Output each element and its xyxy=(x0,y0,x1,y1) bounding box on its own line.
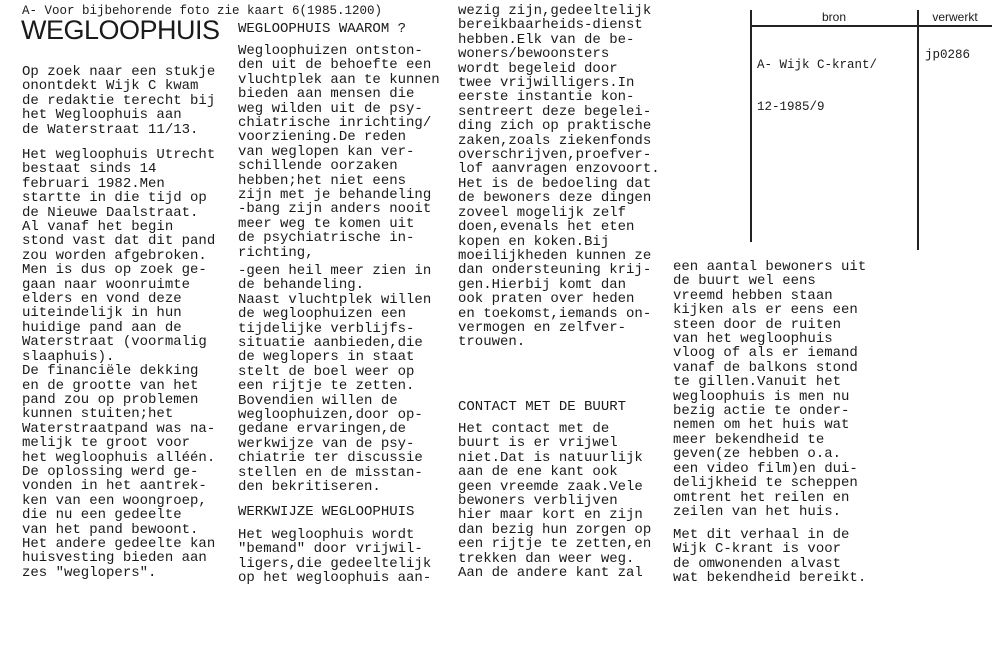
text-line: de psychiatrische in- xyxy=(238,230,415,247)
text-line: gaan naar woonruimte xyxy=(22,276,191,293)
text-line: wegloophuis is men nu xyxy=(673,388,850,405)
text-line: buurt is er vrijwel xyxy=(458,435,618,452)
text-line: vonden in het aantrek- xyxy=(22,478,207,495)
text-line: wegloophuizen,door op- xyxy=(238,407,423,424)
text-line: -bang zijn anders nooit xyxy=(238,201,432,218)
text-line: ligers,die gedeeltelijk xyxy=(238,555,432,572)
text-line: Wijk C-krant is voor xyxy=(673,541,842,558)
text-line: kunnen stuiten;het xyxy=(22,406,174,423)
text-line: zou worden afgebroken. xyxy=(22,247,207,264)
text-line: twee vrijwilligers.In xyxy=(458,75,635,92)
text-line: tijdelijke verblijfs- xyxy=(238,320,415,337)
text-line: op het wegloophuis aan- xyxy=(238,570,432,587)
text-line: richting, xyxy=(238,244,314,261)
text-line: de bewoners deze dingen xyxy=(458,190,652,207)
text-line: Het wegloophuis Utrecht xyxy=(22,147,216,163)
text-line: de wegloophuizen een xyxy=(238,306,407,323)
paragraph xyxy=(458,4,660,350)
text-line: zes "weglopers". xyxy=(22,564,157,581)
text-line: steen door de ruiten xyxy=(673,316,842,333)
text-line: bewoners verblijven xyxy=(458,493,618,510)
text-line: trouwen. xyxy=(458,334,526,351)
text-line: delijkheid te scheppen xyxy=(673,475,858,492)
text-line: hebben;het niet eens xyxy=(238,172,407,189)
text-line: dan ondersteuning krij- xyxy=(458,262,652,279)
paragraph xyxy=(22,148,215,580)
text-line: Al vanaf het begin xyxy=(22,219,174,236)
text-line: van het wegloophuis xyxy=(673,331,833,348)
text-line: den uit de behoefte een xyxy=(238,57,432,74)
text-line: en toekomst,iemands on- xyxy=(458,305,652,322)
text-line: geen vreemde zaak.Vele xyxy=(458,478,643,495)
text-line: zijn met je behandeling xyxy=(238,187,432,204)
text-line: de Waterstraat 11/13. xyxy=(22,121,199,138)
text-line: hebben.Elk van de be- xyxy=(458,31,635,48)
text-line: Op zoek naar een stukje xyxy=(22,64,216,80)
text-line: bereikbaarheids-dienst xyxy=(458,17,643,34)
text-line: sentreert deze begelei- xyxy=(458,103,652,120)
text-line: Waterstraat (voormalig xyxy=(22,334,207,351)
text-line: startte in die tijd op xyxy=(22,190,207,207)
text-line: vloog of als er iemand xyxy=(673,345,858,362)
paragraph xyxy=(238,528,431,586)
text-line: een video film)en dui- xyxy=(673,460,858,477)
paragraph xyxy=(673,528,866,586)
text-line: Naast vluchtplek willen xyxy=(238,291,432,308)
text-line: huisvesting bieden aan xyxy=(22,550,207,567)
text-line: van het pand bewoont. xyxy=(22,521,199,538)
text-line: chiatrische inrichting/ xyxy=(238,115,432,132)
text-line: moeilijkheden kunnen ze xyxy=(458,247,652,264)
paragraph xyxy=(22,65,215,137)
text-line: kijken als er eens een xyxy=(673,302,858,319)
text-line: een rijtje te zetten. xyxy=(238,378,415,395)
text-line: dan bezig hun zorgen op xyxy=(458,521,652,538)
table-divider xyxy=(750,25,992,27)
text-line: wordt begeleid door xyxy=(458,60,618,77)
text-line: geven(ze hebben o.a. xyxy=(673,446,842,463)
text-line: zaken,zoals ziekenfonds xyxy=(458,132,652,149)
text-line: Het andere gedeelte kan xyxy=(22,535,216,552)
text-line: het wegloophuis alléén. xyxy=(22,449,216,466)
text-line: ding zich op praktische xyxy=(458,118,652,135)
text-line: vreemd hebben staan xyxy=(673,287,833,304)
text-line: gen.Hierbij komt dan xyxy=(458,276,627,293)
text-line: Men is dus op zoek ge- xyxy=(22,262,207,279)
text-line: slaaphuis). xyxy=(22,348,115,365)
text-line: de Nieuwe Daalstraat. xyxy=(22,204,199,221)
text-line: te gillen.Vanuit het xyxy=(673,374,842,391)
text-line: uiteindelijk in hun xyxy=(22,305,182,322)
text-line: Wegloophuizen ontston- xyxy=(238,43,423,59)
text-line: schillende oorzaken xyxy=(238,158,398,175)
photo-reference: A- Voor bijbehorende foto zie kaart 6(1985.1200) xyxy=(22,4,383,18)
article-title: WEGLOOPHUIS xyxy=(21,15,220,45)
text-line: stond vast dat dit pand xyxy=(22,233,216,250)
text-line: onontdekt Wijk C kwam xyxy=(22,78,199,95)
text-line: stellen en de misstan- xyxy=(238,464,423,481)
text-line: pand zou op problemen xyxy=(22,391,199,408)
text-line: de redaktie terecht bij xyxy=(22,92,216,109)
paragraph xyxy=(238,264,431,495)
text-line: meer weg te komen uit xyxy=(238,215,415,232)
text-line: Het wegloophuis wordt xyxy=(238,527,415,543)
text-line: de omwonenden alvast xyxy=(673,555,842,572)
bron-line: A- Wijk C-krant/ xyxy=(757,58,878,72)
text-line: van weglopen kan ver- xyxy=(238,143,415,160)
text-line: werkwijze van de psy- xyxy=(238,435,415,452)
text-line: vanaf de balkons stond xyxy=(673,359,858,376)
text-line: Waterstraatpand was na- xyxy=(22,420,216,437)
text-line: Met dit verhaal in de xyxy=(673,527,850,543)
text-line: niet.Dat is natuurlijk xyxy=(458,449,643,466)
text-line: kopen en koken.Bij xyxy=(458,233,610,250)
table-divider xyxy=(917,10,919,250)
text-line: weg wilden uit de psy- xyxy=(238,100,423,117)
paragraph xyxy=(673,260,866,519)
text-line: melijk te groot voor xyxy=(22,435,191,452)
text-line: De financiële dekking xyxy=(22,363,199,380)
verwerkt-cell: jp0286 xyxy=(925,48,971,62)
text-line: het Wegloophuis aan xyxy=(22,107,182,124)
text-line: nemen om het huis wat xyxy=(673,417,850,434)
text-line: huidige pand aan de xyxy=(22,319,182,336)
text-line: Het is de bedoeling dat xyxy=(458,175,652,192)
text-line: wezig zijn,gedeeltelijk xyxy=(458,3,652,19)
bron-cell xyxy=(757,30,877,142)
text-line: bestaat sinds 14 xyxy=(22,161,157,178)
paragraph xyxy=(238,44,440,260)
column-header-bron: bron xyxy=(821,10,847,24)
text-line: gedane ervaringen,de xyxy=(238,421,407,438)
text-line: chiatrie ter discussie xyxy=(238,450,423,467)
text-line: voorziening.De reden xyxy=(238,129,407,146)
text-line: zoveel mogelijk zelf xyxy=(458,204,627,221)
column-header-verwerkt: verwerkt xyxy=(932,10,978,24)
text-line: zeilen van het huis. xyxy=(673,503,842,520)
section-heading: WERKWIJZE WEGLOOPHUIS xyxy=(238,504,415,520)
text-line: die nu een gedeelte xyxy=(22,507,182,524)
text-line: ook praten over heden xyxy=(458,291,635,308)
section-heading: CONTACT MET DE BUURT xyxy=(458,399,627,415)
text-line: meer bekendheid te xyxy=(673,431,825,448)
text-line: situatie aanbieden,die xyxy=(238,335,423,352)
text-line: omtrent het reilen en xyxy=(673,489,850,506)
text-line: vluchtplek aan te kunnen xyxy=(238,71,440,88)
text-line: en de grootte van het xyxy=(22,377,199,394)
paragraph xyxy=(458,422,651,580)
text-line: de behandeling. xyxy=(238,277,365,294)
text-line: trekken dan weer weg. xyxy=(458,550,635,567)
text-line: woners/bewoonsters xyxy=(458,46,610,63)
text-line: den bekritiseren. xyxy=(238,479,381,496)
text-line: Bovendien willen de xyxy=(238,392,398,409)
text-line: eerste instantie kon- xyxy=(458,89,635,106)
text-line: vermogen en zelfver- xyxy=(458,319,627,336)
text-line: Aan de andere kant zal xyxy=(458,565,643,582)
text-line: "bemand" door vrijwil- xyxy=(238,541,423,558)
text-line: een aantal bewoners uit xyxy=(673,259,867,275)
text-line: februari 1982.Men xyxy=(22,175,165,192)
text-line: een rijtje te zetten,en xyxy=(458,536,652,553)
text-line: doen,evenals het eten xyxy=(458,219,635,236)
text-line: ken van een woongroep, xyxy=(22,492,207,509)
text-line: de buurt wel eens xyxy=(673,273,816,290)
text-line: bieden aan mensen die xyxy=(238,86,415,103)
text-line: bezig actie te onder- xyxy=(673,403,850,420)
text-line: aan de ene kant ook xyxy=(458,464,618,481)
text-line: -geen heil meer zien in xyxy=(238,263,432,279)
text-line: Het contact met de xyxy=(458,421,610,437)
section-heading: WEGLOOPHUIS WAAROM ? xyxy=(238,21,407,37)
bron-line: 12-1985/9 xyxy=(757,100,825,114)
text-line: wat bekendheid bereikt. xyxy=(673,570,867,587)
text-line: stelt de boel weer op xyxy=(238,363,415,380)
text-line: lof aanvragen enzovoort. xyxy=(458,161,660,178)
text-line: hier maar kort en zijn xyxy=(458,507,643,524)
text-line: overschrijven,proefver- xyxy=(458,147,652,164)
text-line: de weglopers in staat xyxy=(238,349,415,366)
text-line: elders en vond deze xyxy=(22,291,182,308)
table-divider xyxy=(750,10,752,242)
text-line: De oplossing werd ge- xyxy=(22,463,199,480)
